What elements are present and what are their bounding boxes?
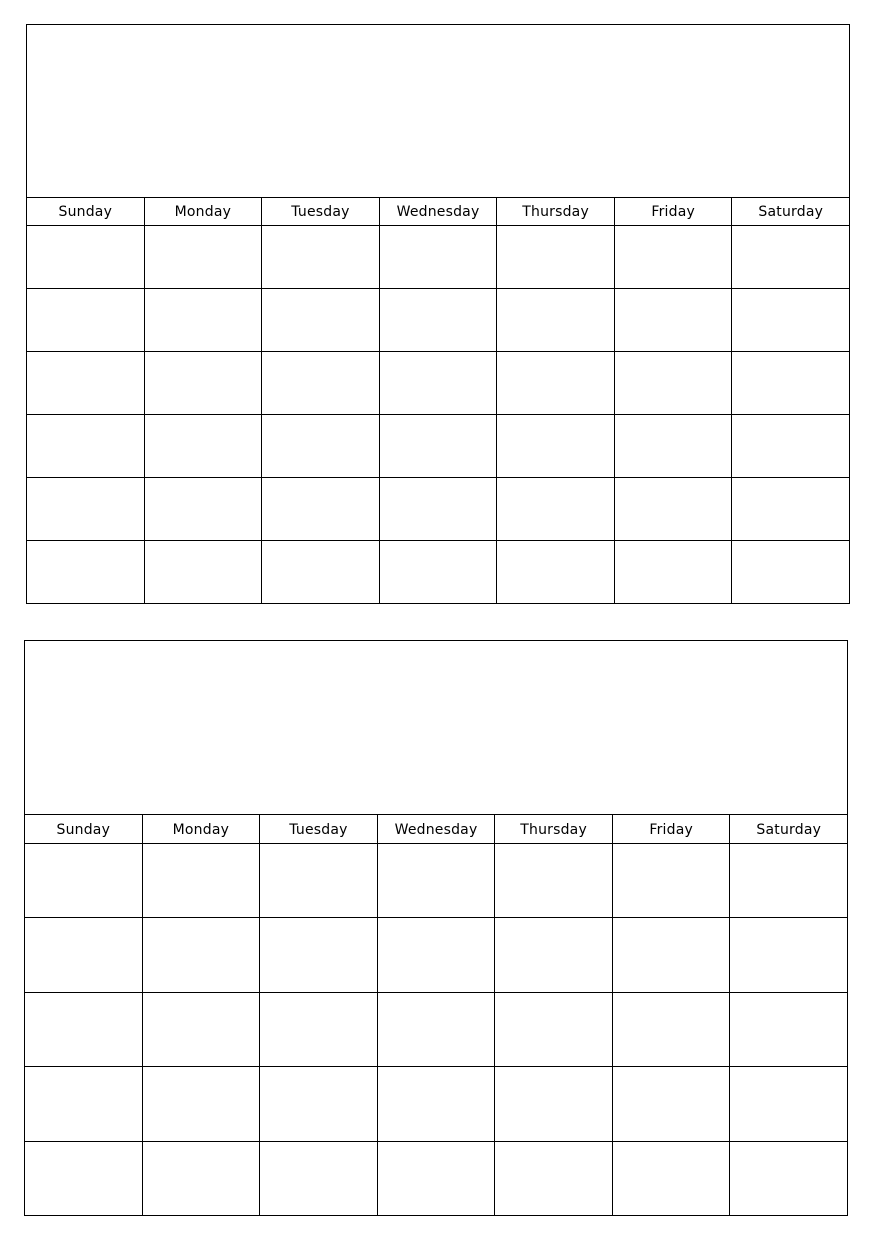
day-cell <box>730 1142 847 1215</box>
day-cell <box>732 289 849 351</box>
day-cell <box>732 541 849 603</box>
day-cell <box>378 918 496 991</box>
day-cell <box>25 1142 143 1215</box>
day-cell <box>262 226 380 288</box>
calendar-1-week-grid <box>27 226 849 603</box>
day-cell <box>143 844 261 917</box>
calendar-2 <box>24 640 848 1216</box>
weekday-thursday: Thursday <box>495 815 613 843</box>
weekday-thursday: Thursday <box>497 198 615 225</box>
day-cell <box>495 1067 613 1140</box>
day-cell <box>27 541 145 603</box>
weekday-wednesday: Wednesday <box>378 815 496 843</box>
day-cell <box>615 478 733 540</box>
day-cell <box>732 352 849 414</box>
day-cell <box>27 226 145 288</box>
weekday-tuesday: Tuesday <box>262 198 380 225</box>
weekday-wednesday: Wednesday <box>380 198 498 225</box>
day-cell <box>25 1067 143 1140</box>
week-row <box>25 844 847 918</box>
day-cell <box>495 918 613 991</box>
week-row <box>25 1067 847 1141</box>
weekday-sunday: Sunday <box>25 815 143 843</box>
day-cell <box>145 415 263 477</box>
day-cell <box>260 918 378 991</box>
day-cell <box>27 289 145 351</box>
day-cell <box>497 478 615 540</box>
day-cell <box>378 1067 496 1140</box>
day-cell <box>27 415 145 477</box>
day-cell <box>497 415 615 477</box>
day-cell <box>732 415 849 477</box>
day-cell <box>378 844 496 917</box>
day-cell <box>25 844 143 917</box>
weekday-saturday: Saturday <box>756 821 822 838</box>
day-cell <box>613 844 731 917</box>
day-cell <box>613 918 731 991</box>
week-row <box>27 289 849 352</box>
day-cell <box>260 1142 378 1215</box>
day-cell <box>732 478 849 540</box>
day-cell <box>262 478 380 540</box>
weekday-monday: Monday <box>145 198 263 225</box>
day-cell <box>262 415 380 477</box>
day-cell <box>262 352 380 414</box>
day-cell <box>497 226 615 288</box>
day-cell <box>380 415 498 477</box>
day-cell <box>380 289 498 351</box>
weekday-tuesday: Tuesday <box>260 815 378 843</box>
day-cell <box>143 1067 261 1140</box>
week-row <box>27 415 849 478</box>
calendar-1-title-area <box>27 25 849 198</box>
day-cell <box>145 289 263 351</box>
day-cell <box>27 478 145 540</box>
day-cell <box>143 918 261 991</box>
day-cell <box>378 1142 496 1215</box>
day-cell <box>143 1142 261 1215</box>
day-cell <box>145 478 263 540</box>
calendar-2-week-grid <box>25 844 847 1215</box>
day-cell <box>615 352 733 414</box>
day-cell <box>378 993 496 1066</box>
calendar-2-title-area <box>25 641 847 815</box>
day-cell <box>615 289 733 351</box>
week-row <box>25 1142 847 1215</box>
day-cell <box>497 289 615 351</box>
day-cell <box>613 1142 731 1215</box>
week-row <box>27 541 849 603</box>
day-cell <box>730 993 847 1066</box>
day-cell <box>615 415 733 477</box>
day-cell <box>27 352 145 414</box>
weekday-sunday: Sunday <box>27 198 145 225</box>
week-row <box>27 226 849 289</box>
day-cell <box>380 352 498 414</box>
calendar-1 <box>26 24 850 604</box>
weekday-friday: Friday <box>613 815 731 843</box>
day-cell <box>380 478 498 540</box>
day-cell <box>730 844 847 917</box>
week-row <box>25 993 847 1067</box>
week-row <box>27 352 849 415</box>
day-cell <box>260 993 378 1066</box>
day-cell <box>495 844 613 917</box>
day-cell <box>613 1067 731 1140</box>
day-cell <box>143 993 261 1066</box>
week-row <box>25 918 847 992</box>
day-cell <box>613 993 731 1066</box>
calendar-1-weekday-header <box>27 198 849 226</box>
day-cell <box>495 1142 613 1215</box>
day-cell <box>380 226 498 288</box>
week-row <box>27 478 849 541</box>
weekday-monday: Monday <box>143 815 261 843</box>
day-cell <box>615 226 733 288</box>
day-cell <box>497 541 615 603</box>
day-cell <box>145 352 263 414</box>
day-cell <box>145 226 263 288</box>
day-cell <box>380 541 498 603</box>
day-cell <box>260 844 378 917</box>
day-cell <box>260 1067 378 1140</box>
weekday-friday: Friday <box>615 198 733 225</box>
day-cell <box>495 993 613 1066</box>
weekday-saturday: Saturday <box>758 204 824 220</box>
day-cell <box>262 289 380 351</box>
day-cell <box>497 352 615 414</box>
calendar-2-weekday-header <box>25 815 847 844</box>
day-cell <box>732 226 849 288</box>
day-cell <box>730 918 847 991</box>
day-cell <box>615 541 733 603</box>
day-cell <box>25 993 143 1066</box>
day-cell <box>262 541 380 603</box>
day-cell <box>145 541 263 603</box>
day-cell <box>25 918 143 991</box>
day-cell <box>730 1067 847 1140</box>
